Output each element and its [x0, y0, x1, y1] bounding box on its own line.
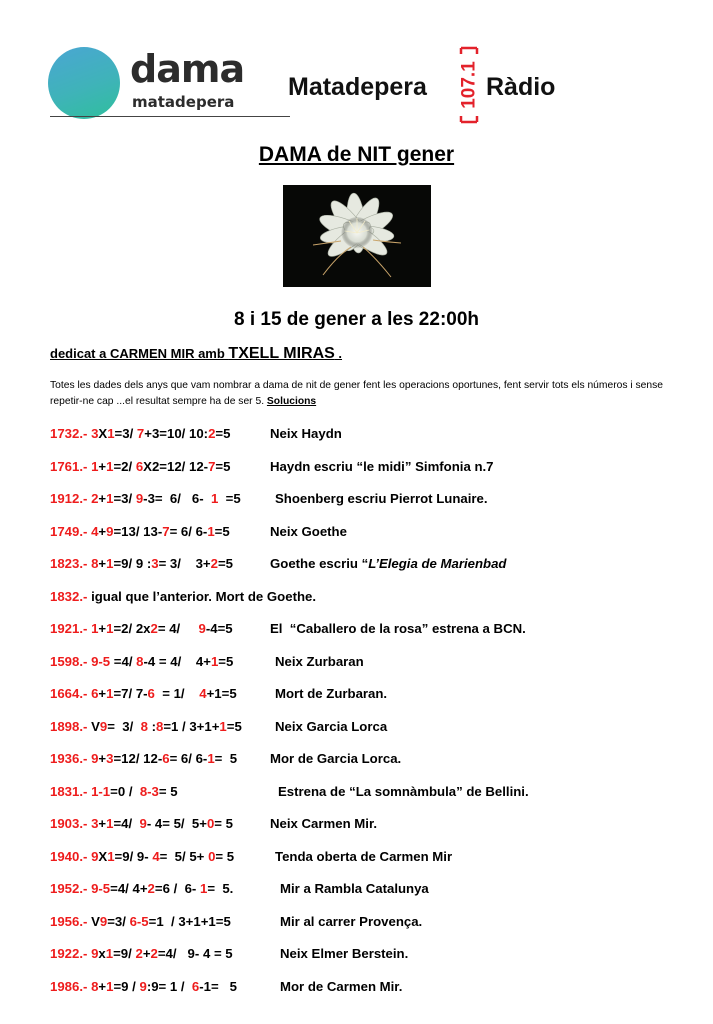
entry-text: 7 [208, 458, 216, 474]
year-entry [50, 944, 409, 964]
entry-text: 1 [207, 751, 215, 766]
entry-text: Goethe escriu “ [270, 556, 369, 571]
radio-logo-word-left: Matadepera [288, 73, 427, 101]
entry-text: + [98, 458, 107, 474]
entry-text: 6-5 [129, 913, 149, 929]
intro-paragraph [50, 378, 680, 410]
year-entry [50, 522, 347, 542]
entry-text: 2 [147, 881, 155, 896]
entry-text: x [98, 946, 106, 961]
entry-text: Haydn escriu “le midi” Simfonia n.7 [270, 458, 494, 474]
entry-text: 2 [150, 621, 158, 636]
entry-year: 1940.- [50, 848, 92, 864]
year-entry [50, 912, 423, 932]
entry-text: L’Elegia de Marienbad [368, 556, 507, 571]
entry-text: =9/ [113, 946, 136, 961]
year-entry [50, 814, 378, 834]
entry-text: 1 [210, 653, 219, 669]
entry-text: 1 [107, 426, 115, 441]
entry-year: 1732.- [50, 426, 92, 441]
entry-text: 2 [135, 946, 143, 961]
dama-logo-circle-icon [48, 47, 120, 119]
entry-text: =3/ [107, 913, 130, 929]
entry-description [270, 749, 401, 769]
entry-text: Mor de Carmen Mir. [280, 978, 403, 994]
entry-text: 4 [199, 686, 207, 701]
dedication-name: TXELL MIRAS [228, 345, 335, 362]
entry-text: 0 [208, 848, 216, 864]
entry-text: 9-5 [91, 653, 111, 669]
year-entry [50, 847, 453, 867]
dama-matadepera-logo [48, 45, 288, 119]
year-entry [50, 684, 388, 704]
entry-text: 9 [198, 621, 206, 636]
entry-text: + [142, 946, 151, 961]
year-entry [50, 717, 388, 737]
entry-text: 1 [106, 978, 114, 994]
entry-text: 8 [136, 653, 144, 669]
entry-text: 4 [91, 523, 99, 539]
entry-text: =5 [218, 491, 241, 506]
year-entry [50, 782, 529, 802]
entry-text: +3=10/ 10: [144, 426, 209, 441]
entry-description [275, 684, 387, 704]
entry-text: 9 [91, 946, 99, 961]
entry-text: =5 [226, 718, 242, 734]
entry-text: - 4= 5/ 5+ [146, 816, 207, 831]
year-entry [50, 652, 364, 672]
dedication-line [50, 345, 342, 363]
entry-text: 9 [99, 913, 108, 929]
entry-text: = 6/ 6- [169, 523, 208, 539]
year-entry [50, 424, 342, 444]
entry-text: =4/ [113, 816, 140, 831]
entry-year: 1898.- [50, 718, 92, 734]
entry-text: -1= 5 [199, 978, 238, 994]
entry-text: = 5 [214, 816, 233, 831]
entry-description [270, 814, 377, 834]
entry-description [270, 619, 526, 639]
entry-text: =5 [218, 653, 234, 669]
entry-text: =2/ [113, 458, 136, 474]
dama-logo-subword: matadepera [132, 93, 235, 111]
entry-text: V [91, 913, 100, 929]
year-entry [50, 619, 526, 639]
entry-text: 3 [91, 426, 99, 441]
entry-text: +1=5 [206, 686, 237, 701]
entry-text: 7 [162, 523, 170, 539]
entry-text: 3 [91, 816, 99, 831]
night-flower-image [283, 185, 431, 287]
entry-description [270, 457, 494, 477]
entry-text: 1 [210, 491, 219, 506]
entry-year: 1921.- [50, 621, 92, 636]
entry-description [275, 717, 387, 737]
entry-text: = 5/ 5+ [159, 848, 209, 864]
entry-text: 9 [139, 978, 147, 994]
entry-text: 1 [199, 881, 208, 896]
entry-text: =6 / 6- [154, 881, 200, 896]
entry-text: 9 [91, 848, 99, 864]
entry-text: =5 [214, 523, 230, 539]
entry-text: Mir al carrer Provença. [280, 913, 423, 929]
entry-year: 1903.- [50, 816, 92, 831]
year-entry [50, 489, 488, 509]
entry-text: 6 [162, 751, 170, 766]
entry-text: =1 / 3+1+1=5 [148, 913, 231, 929]
entry-year: 1936.- [50, 751, 92, 766]
entry-text: 1 [91, 621, 99, 636]
entry-year: 1952.- [50, 881, 92, 896]
entry-year: 1831.- [50, 783, 92, 799]
entry-text: X [98, 848, 108, 864]
entry-text: + [98, 621, 107, 636]
entry-text: + [98, 751, 107, 766]
entry-text: = 6/ 6- [169, 751, 208, 766]
intro-text: Totes les dades dels anys que vam nombrar a dama de nit de gener fent les operacions oportunes, fent servir tots els números i sense repetir-ne cap ...el resultat sempre ha de ser 5. [50, 380, 664, 407]
entry-text: : [147, 718, 156, 734]
entry-text: =1 / 3+1+ [163, 718, 220, 734]
year-entry [50, 749, 402, 769]
entry-text: V [91, 718, 100, 734]
entry-text: =3/ [114, 426, 137, 441]
entry-text: 8-3 [139, 783, 159, 799]
entry-year: 1956.- [50, 913, 92, 929]
entry-text: 6 [147, 686, 155, 701]
entry-text: 0 [206, 816, 215, 831]
entry-text: =3/ [113, 491, 136, 506]
entry-text: 1 [106, 491, 114, 506]
entry-text: Neix Zurbaran [275, 653, 364, 669]
entry-text: -4 = 4/ 4+ [143, 653, 211, 669]
entry-description [280, 944, 408, 964]
entry-text: 9-5 [91, 881, 111, 896]
dedication-prefix: dedicat a CARMEN MIR amb [50, 346, 229, 361]
entry-text: 9 [135, 491, 144, 506]
entry-description [275, 847, 452, 867]
entry-text: Tenda oberta de Carmen Mir [275, 848, 453, 864]
entry-text: 3 [106, 751, 114, 766]
entry-text: 1 [91, 458, 99, 474]
broadcast-schedule: 8 i 15 de gener a les 22:00h [233, 309, 480, 330]
entry-description [280, 912, 422, 932]
entry-text: 8 [91, 556, 99, 571]
entry-description [275, 652, 364, 672]
entry-text: + [98, 491, 107, 506]
entry-text: Neix Garcia Lorca [275, 718, 388, 734]
year-entry [50, 977, 403, 997]
year-entry [50, 457, 494, 477]
entry-text: X [98, 426, 108, 441]
entry-text: El “Caballero de la rosa” estrena a BCN. [270, 621, 526, 636]
entry-year: 1823.- [50, 556, 92, 571]
entry-text: = 3/ [107, 718, 141, 734]
year-entry [50, 879, 429, 899]
entry-text: 9 [91, 751, 99, 766]
entry-text: 1 [207, 523, 215, 539]
entry-text: =12/ 12- [113, 751, 163, 766]
entry-year: 1986.- [50, 978, 92, 994]
dama-logo-word: dama [130, 47, 245, 91]
entry-text: =5 [215, 458, 231, 474]
entry-text: =9/ 9 : [113, 556, 152, 571]
entry-text: =4/ 9- 4 = 5 [157, 946, 233, 961]
entry-text: = 5 [214, 751, 238, 766]
entry-text: 9 [99, 718, 108, 734]
entry-description [270, 522, 347, 542]
entry-description [275, 489, 488, 509]
entry-text: =13/ 13- [113, 523, 163, 539]
entry-text: =5 [215, 426, 231, 441]
entry-text: 8 [155, 718, 164, 734]
entry-text: =4/ 4+ [110, 881, 148, 896]
entry-text: X2=12/ 12- [143, 458, 209, 474]
entry-text: Neix Haydn [270, 426, 342, 441]
entry-text: 8 [91, 978, 99, 994]
entry-text: 6 [91, 686, 99, 701]
entry-text: = 5 [158, 783, 178, 799]
entry-year: 1922.- [50, 946, 92, 961]
year-entry [50, 554, 507, 574]
entry-text: Neix Goethe [270, 523, 347, 539]
entry-year: 1598.- [50, 653, 92, 669]
page-title: DAMA de NIT gener [258, 143, 455, 166]
entry-text: 1 [106, 556, 114, 571]
entry-year: 1761.- [50, 458, 92, 474]
entry-text: + [98, 523, 107, 539]
entry-text: = 5 [215, 848, 235, 864]
entry-text: + [98, 686, 107, 701]
entry-text: Mort de Zurbaran. [275, 686, 388, 701]
radio-frequency-text: 107.1 [458, 61, 480, 109]
entry-text: 1 [105, 946, 114, 961]
radio-frequency-badge [458, 46, 480, 124]
entry-description [270, 424, 342, 444]
entry-text: + [98, 816, 107, 831]
entry-text: =4/ [110, 653, 137, 669]
entry-text: =9/ 9- [114, 848, 153, 864]
entry-text: 6 [191, 978, 200, 994]
entry-text: -3= 6/ 6- [143, 491, 211, 506]
dedication-suffix: . [334, 346, 343, 361]
entry-year: 1749.- [50, 523, 92, 539]
entry-text: 1 [106, 686, 114, 701]
entry-text: 4 [152, 848, 160, 864]
entry-text: = 3/ 3+ [158, 556, 211, 571]
entry-text: Estrena de “La somnàmbula” de Bellini. [278, 783, 529, 799]
year-entry [50, 587, 316, 607]
entry-text: :9= 1 / [146, 978, 192, 994]
entry-text: 2 [208, 426, 216, 441]
entry-description [280, 879, 429, 899]
entry-text: 6 [135, 458, 144, 474]
entry-year: 1664.- [50, 686, 92, 701]
entry-text: 2 [150, 946, 158, 961]
entry-text: 1 [106, 458, 114, 474]
entry-text: 9 [106, 523, 114, 539]
entry-text: = 4/ [157, 621, 199, 636]
entry-text: =5 [217, 556, 234, 571]
entry-text: 1 [106, 621, 114, 636]
entry-text: 9 [139, 816, 147, 831]
matadepera-radio-logo [288, 42, 588, 126]
radio-logo-word-right: Ràdio [486, 73, 556, 101]
entry-text: Neix Carmen Mir. [270, 816, 378, 831]
entry-description [270, 554, 506, 574]
header-divider [50, 116, 290, 117]
entry-year: 1832.- [50, 588, 92, 604]
entry-text: 2 [91, 491, 99, 506]
entry-text: =2/ 2x [113, 621, 151, 636]
entry-text: igual que l’anterior. Mort de Goethe. [91, 588, 317, 604]
entry-text: Mir a Rambla Catalunya [280, 881, 429, 896]
entry-text: 1 [106, 816, 114, 831]
entry-text: =9 / [113, 978, 140, 994]
entry-text: Shoenberg escriu Pierrot Lunaire. [275, 491, 488, 506]
entry-text: -4=5 [205, 621, 233, 636]
entry-text: + [98, 556, 107, 571]
entry-text: 3 [151, 556, 159, 571]
entry-text: Neix Elmer Berstein. [280, 946, 409, 961]
entry-text: 7 [136, 426, 145, 441]
entry-text: =0 / [110, 783, 140, 799]
entry-description [278, 782, 529, 802]
entry-text: = 1/ [154, 686, 200, 701]
entry-text: 1 [219, 718, 227, 734]
entry-text: 8 [140, 718, 148, 734]
entry-text: 1-1 [91, 783, 111, 799]
entry-description [280, 977, 402, 997]
entry-text: = 5. [207, 881, 234, 896]
entry-text: Mor de Garcia Lorca. [270, 751, 402, 766]
entry-text: + [98, 978, 107, 994]
entry-year: 1912.- [50, 491, 92, 506]
entry-text: =7/ 7- [113, 686, 148, 701]
entry-text: 2 [210, 556, 218, 571]
entry-text: 1 [107, 848, 115, 864]
solutions-label: Solucions [266, 396, 317, 407]
